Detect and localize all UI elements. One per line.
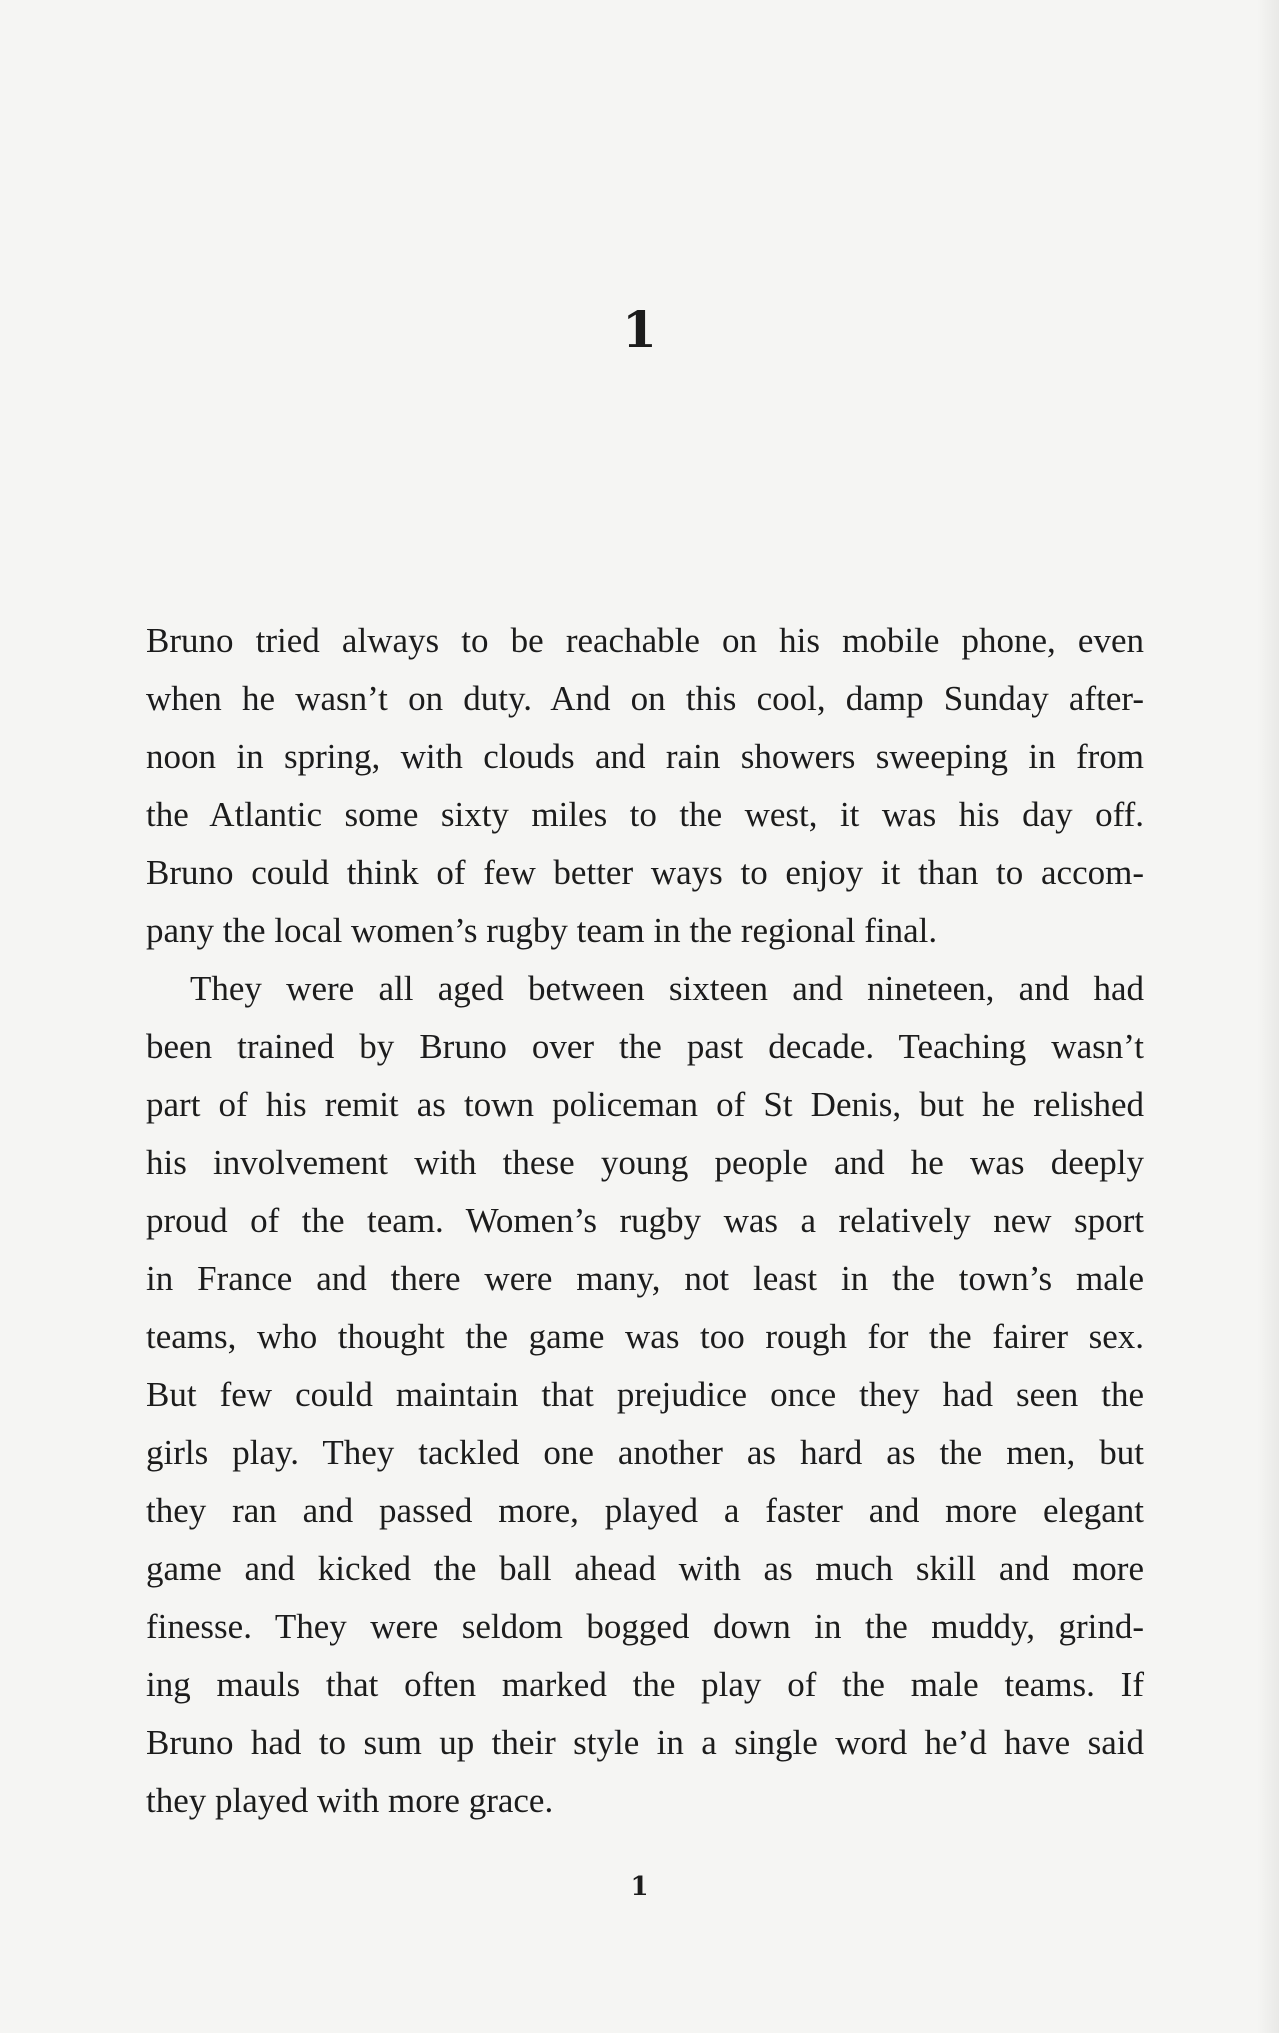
- text-line: But few could maintain that prejudice once they had seen the: [146, 1375, 1144, 1414]
- text-line: finesse. They were seldom bogged down in the muddy, grind-: [146, 1607, 1144, 1646]
- chapter-number: 1: [622, 300, 657, 359]
- text-line: Bruno tried always to be reachable on his mobile phone, even: [146, 621, 1144, 660]
- text-line: noon in spring, with clouds and rain showers sweeping in from: [146, 737, 1144, 776]
- text-line: pany the local women’s rugby team in the regional final.: [146, 911, 938, 950]
- text-line: the Atlantic some sixty miles to the west, it was his day off.: [146, 795, 1144, 834]
- text-line: when he wasn’t on duty. And on this cool, damp Sunday after-: [146, 679, 1144, 718]
- text-line: been trained by Bruno over the past decade. Teaching wasn’t: [146, 1027, 1144, 1066]
- text-line: Bruno could think of few better ways to enjoy it than to accom-: [146, 853, 1144, 892]
- text-line: they played with more grace.: [146, 1781, 554, 1820]
- paragraph-2: [146, 960, 1144, 1830]
- text-line: game and kicked the ball ahead with as much skill and more: [146, 1549, 1144, 1588]
- text-line: ing mauls that often marked the play of the male teams. If: [146, 1665, 1144, 1704]
- text-line: they ran and passed more, played a faster and more elegant: [146, 1491, 1144, 1530]
- text-line: Bruno had to sum up their style in a single word he’d have said: [146, 1723, 1144, 1762]
- text-line: his involvement with these young people and he was deeply: [146, 1143, 1144, 1182]
- text-line: They were all aged between sixteen and nineteen, and had: [190, 969, 1144, 1008]
- page-number: 1: [630, 1872, 649, 1902]
- text-line: in France and there were many, not least in the town’s male: [146, 1259, 1144, 1298]
- text-line: teams, who thought the game was too rough for the fairer sex.: [146, 1317, 1144, 1356]
- text-line: part of his remit as town policeman of St Denis, but he relished: [146, 1085, 1144, 1124]
- text-line: proud of the team. Women’s rugby was a relatively new sport: [146, 1201, 1144, 1240]
- body-text: [146, 612, 1144, 1830]
- paragraph-1: [146, 612, 1144, 960]
- text-line: girls play. They tackled one another as hard as the men, but: [146, 1433, 1144, 1472]
